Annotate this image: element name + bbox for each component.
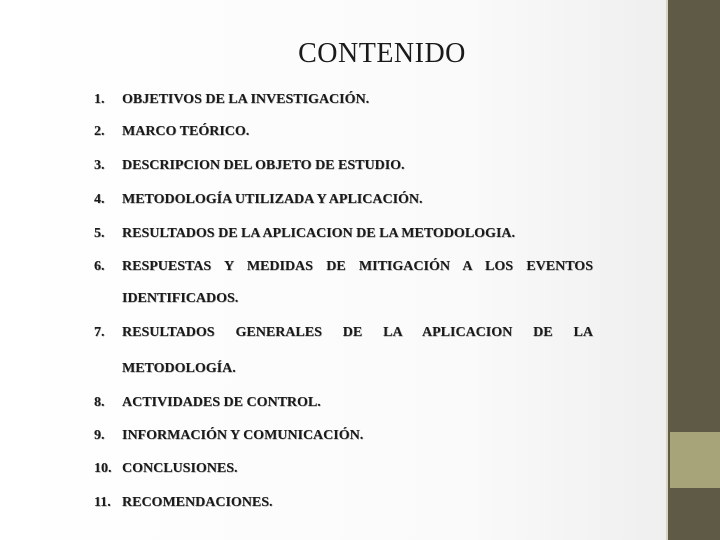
item-number: 4. xyxy=(94,192,105,207)
item-number: 7. xyxy=(94,325,105,340)
item-text: ACTIVIDADES DE CONTROL. xyxy=(122,395,321,410)
item-text: MARCO TEÓRICO. xyxy=(122,124,250,139)
item-number: 5. xyxy=(94,226,105,241)
item-number: 10. xyxy=(94,461,112,476)
page-title: CONTENIDO xyxy=(298,38,466,69)
item-text: INFORMACIÓN Y COMUNICACIÓN. xyxy=(122,428,364,443)
item-text: METODOLOGÍA UTILIZADA Y APLICACIÓN. xyxy=(122,192,423,207)
item-text: CONCLUSIONES. xyxy=(122,461,238,476)
item-text: OBJETIVOS DE LA INVESTIGACIÓN. xyxy=(122,92,370,107)
item-text: RECOMENDACIONES. xyxy=(122,495,273,510)
sidebar-divider xyxy=(666,0,668,540)
item-text-line2: METODOLOGÍA. xyxy=(122,361,236,376)
item-number: 9. xyxy=(94,428,105,443)
item-text-line1: RESPUESTAS Y MEDIDAS DE MITIGACIÓN A LOS EVENTOS xyxy=(122,259,593,274)
item-number: 1. xyxy=(94,92,105,107)
item-text-line2: IDENTIFICADOS. xyxy=(122,291,239,306)
item-text-line1: RESULTADOS GENERALES DE LA APLICACION DE LA xyxy=(122,325,593,340)
item-text: DESCRIPCION DEL OBJETO DE ESTUDIO. xyxy=(122,158,405,173)
sidebar-accent-block xyxy=(670,432,720,488)
item-number: 3. xyxy=(94,158,105,173)
item-text: RESULTADOS DE LA APLICACION DE LA METODOLOGIA. xyxy=(122,226,515,241)
item-number: 8. xyxy=(94,395,105,410)
item-number: 6. xyxy=(94,259,105,274)
item-number: 2. xyxy=(94,124,105,139)
item-number: 11. xyxy=(94,495,111,510)
